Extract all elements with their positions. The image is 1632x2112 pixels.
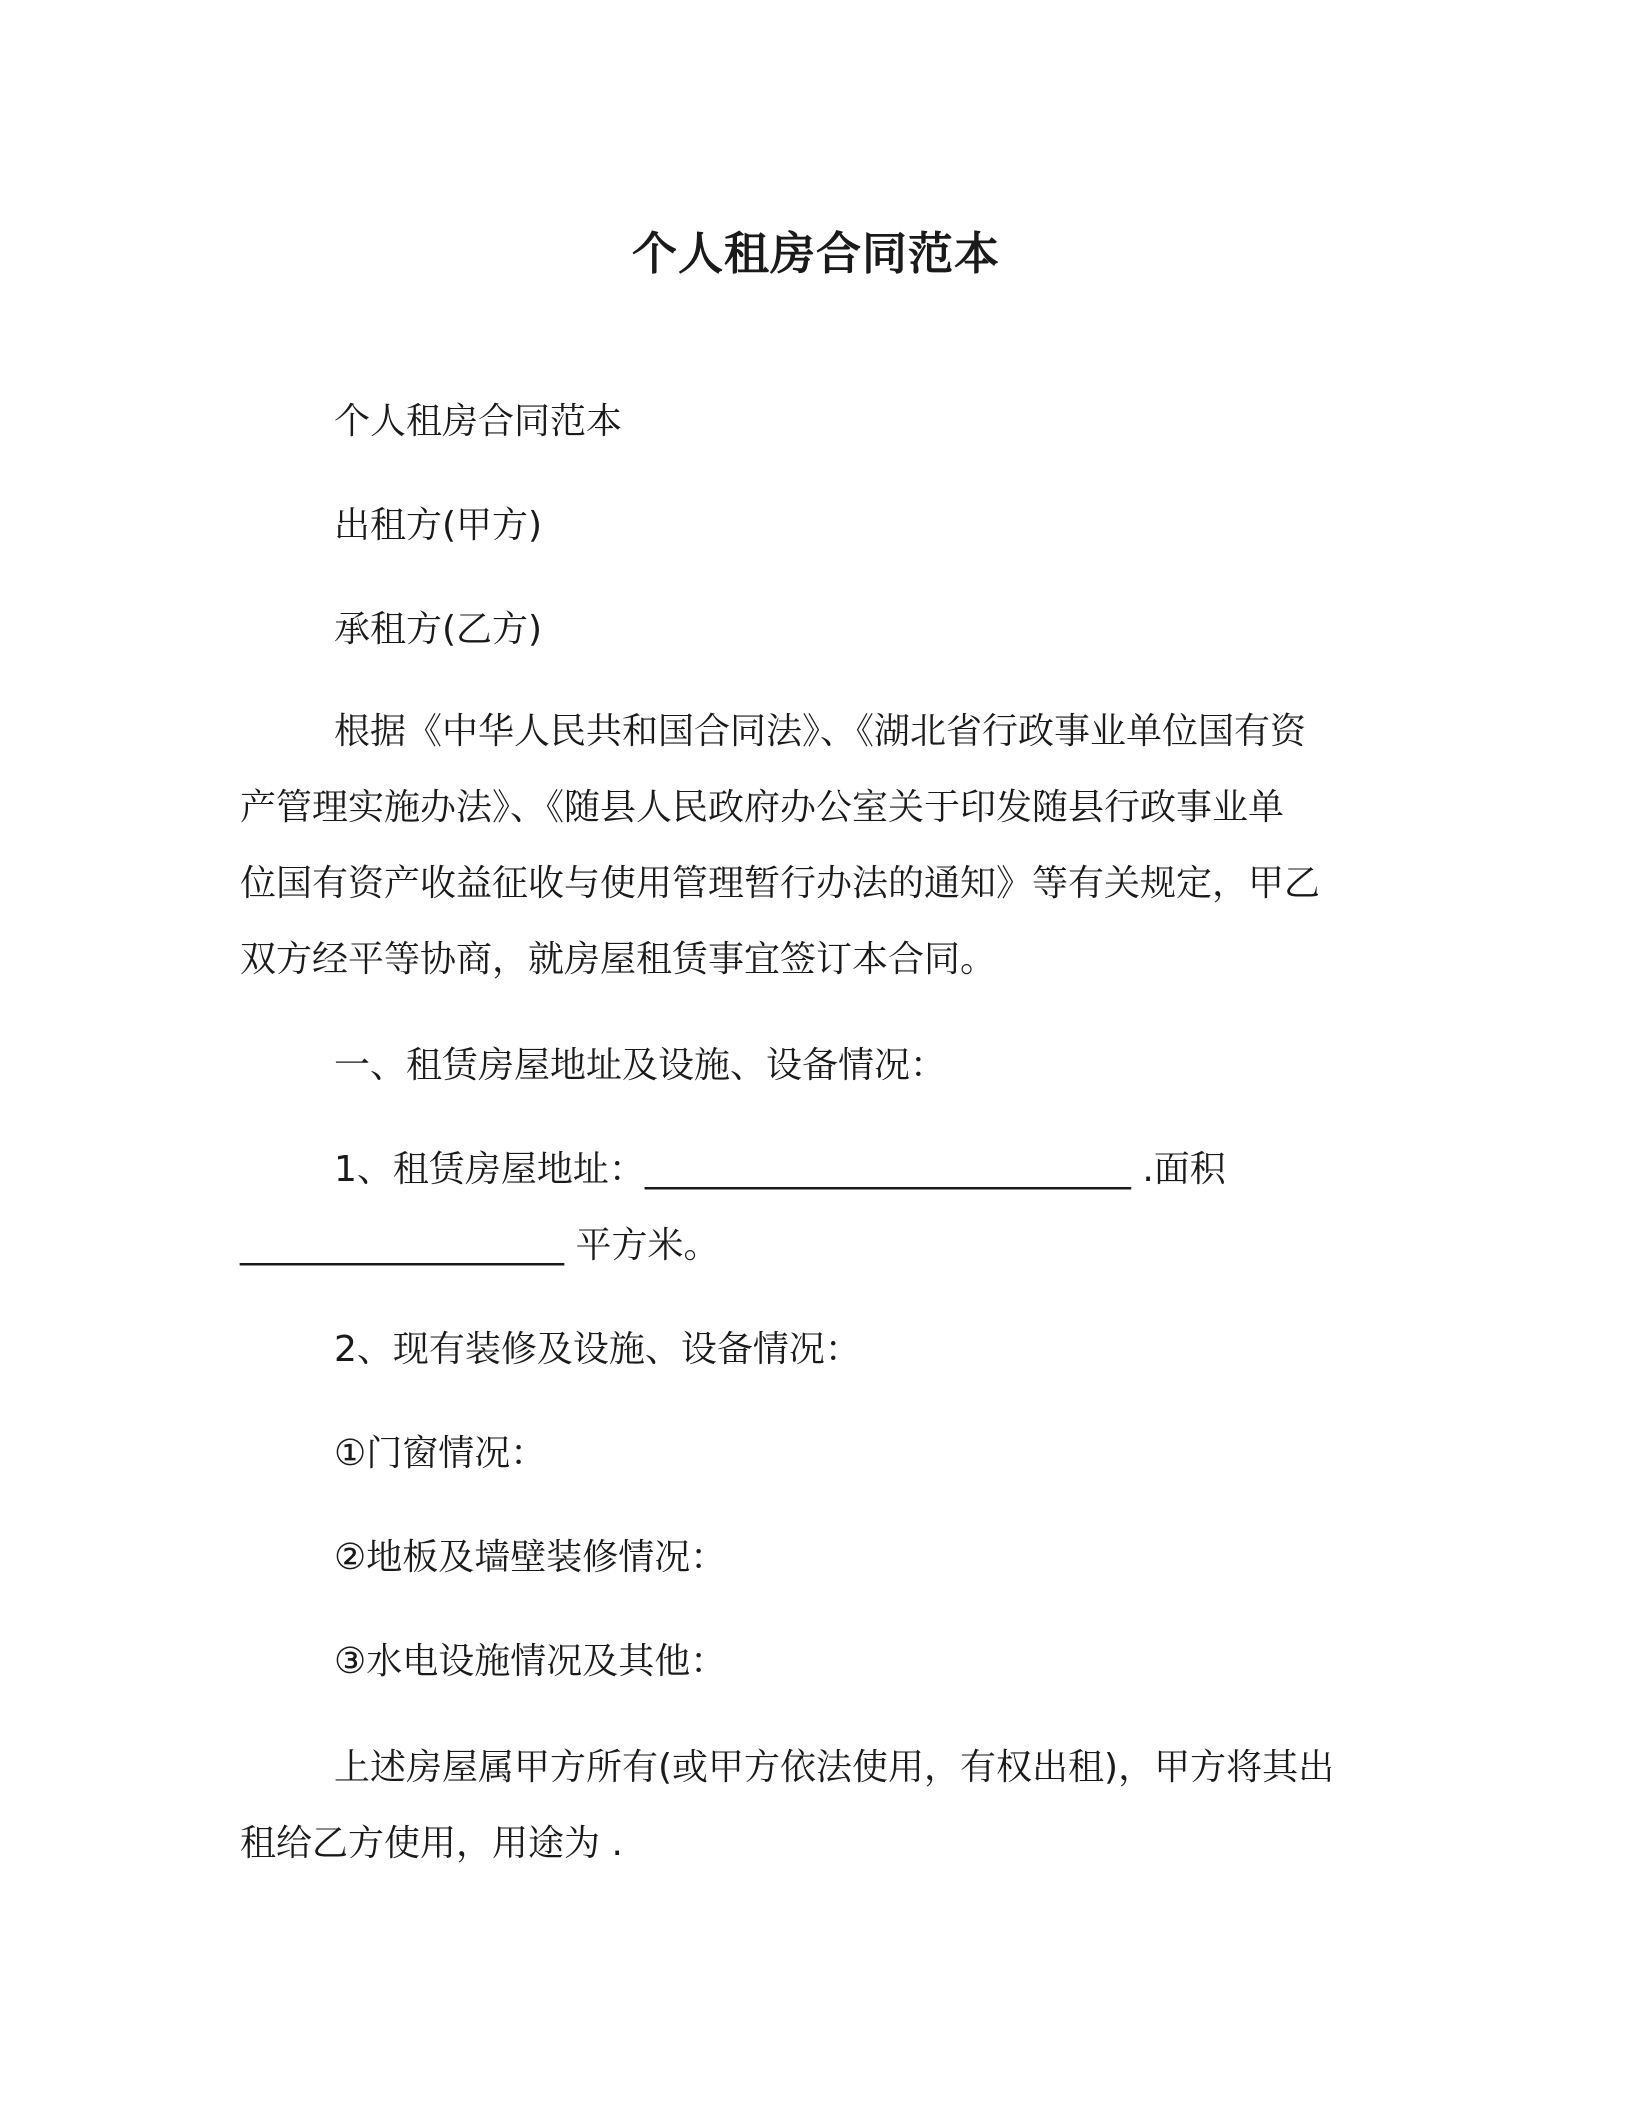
document-title: 个人租房合同范本 [631, 227, 1000, 280]
preamble-line-3: 位国有资产收益征收与使用管理暂行办法的通知》等有关规定，甲乙 [240, 863, 1321, 904]
item-floor-walls: ②地板及墙壁装修情况： [334, 1537, 727, 1578]
item-doors-windows: ①门窗情况： [334, 1433, 547, 1474]
area-line: __________________ 平方米。 [240, 1225, 720, 1266]
ownership-line-1: 上述房屋属甲方所有(或甲方依法使用，有权出租)，甲方将其出 [334, 1747, 1335, 1788]
item-utilities: ③水电设施情况及其他： [334, 1641, 727, 1682]
section-heading-1: 一、租赁房屋地址及设施、设备情况： [334, 1045, 947, 1086]
decoration-heading: 2、现有装修及设施、设备情况： [334, 1329, 861, 1370]
address-line: 1、租赁房屋地址：___________________________ .面积 [334, 1149, 1226, 1190]
ownership-line-2: 租给乙方使用，用途为 . [240, 1823, 623, 1864]
lessee-line: 承租方(乙方) [334, 609, 543, 650]
preamble-line-1: 根据《中华人民共和国合同法》、《湖北省行政事业单位国有资 [334, 711, 1307, 752]
preamble-line-2: 产管理实施办法》、《随县人民政府办公室关于印发随县行政事业单 [240, 787, 1285, 828]
preamble-line-4: 双方经平等协商，就房屋租赁事宜签订本合同。 [240, 939, 997, 980]
lessor-line: 出租方(甲方) [334, 505, 543, 546]
subtitle-line: 个人租房合同范本 [334, 401, 623, 442]
